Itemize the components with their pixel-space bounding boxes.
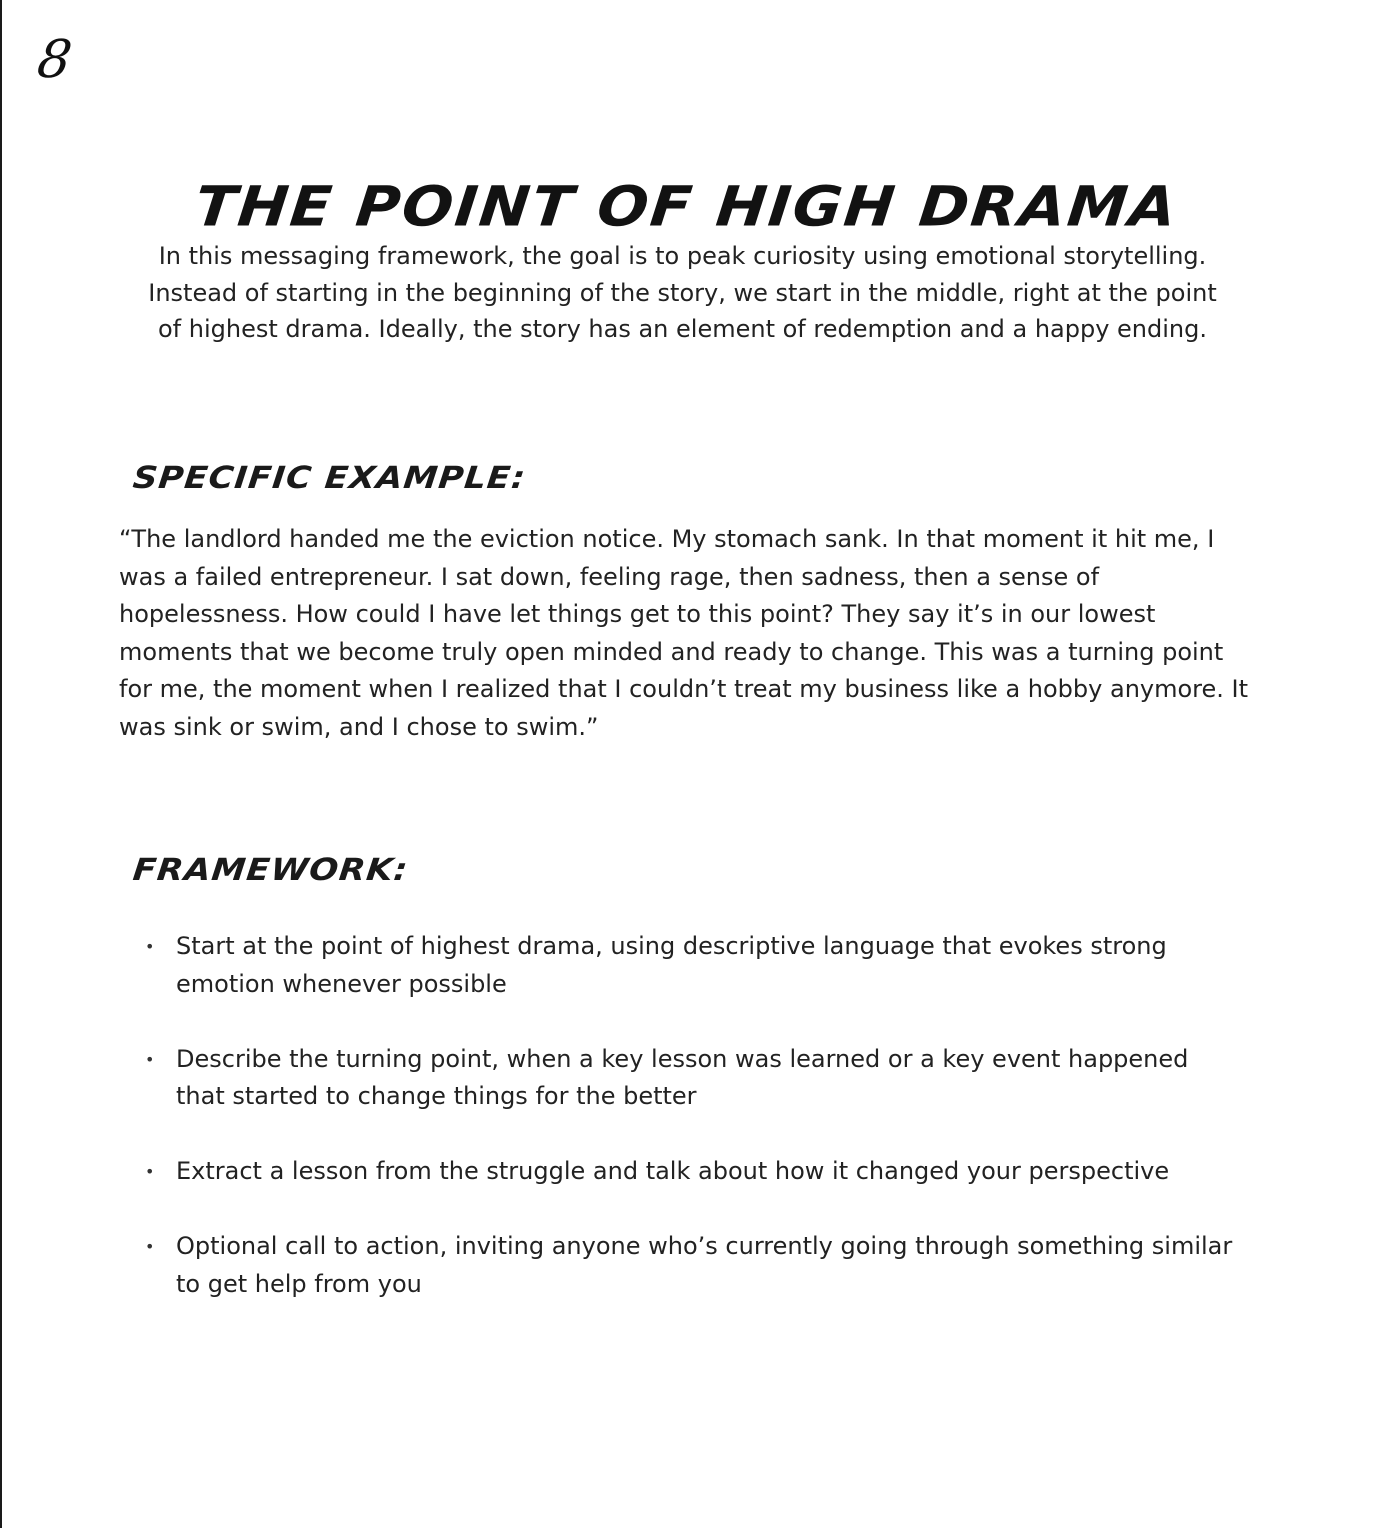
framework-list	[145, 928, 1235, 1341]
specific-example-heading: SPECIFIC EXAMPLE:	[131, 460, 528, 496]
framework-heading: FRAMEWORK:	[131, 852, 411, 888]
intro-paragraph: In this messaging framework, the goal is to peak curiosity using emotional storytelling. Instead of starting in the beginning of the story, we start in the middle, right at the point of highest drama. Ideally, the story has an element of redemption and a happy ending.	[148, 242, 1217, 343]
framework-item	[145, 1228, 1235, 1303]
framework-item	[145, 928, 1235, 1003]
framework-item-text: Describe the turning point, when a key lesson was learned or a key event happened that started to change things for the better	[176, 1044, 1189, 1111]
bullet-icon: •	[145, 937, 155, 956]
framework-item	[145, 1153, 1235, 1191]
bullet-icon: •	[145, 1237, 155, 1257]
bullet-icon: •	[145, 1049, 155, 1069]
framework-item	[145, 1041, 1235, 1116]
framework-item-text: Optional call to action, inviting anyone who’s currently going through something similar to get help from you	[176, 1232, 1233, 1299]
bullet-icon: •	[145, 1162, 155, 1182]
example-quote: “The landlord handed me the eviction notice. My stomach sank. In that moment it hit me, I was a failed entrepreneur. I sat down, feeling rage, then sadness, then a sense of hopelessness. How could I have let things get to this point? They say it’s in our lowest moments that we become truly open minded and ready to change. This was a turning point for me, the moment when I realized that I couldn’t treat my business like a hobby anymore. It was sink or swim, and I chose to swim.”	[119, 525, 1249, 741]
framework-item-text: Extract a lesson from the struggle and talk about how it changed your perspective	[176, 1157, 1170, 1186]
framework-item-text: Start at the point of highest drama, using descriptive language that evokes strong emotion whenever possible	[176, 932, 1167, 998]
page-number: 8	[33, 30, 76, 90]
page-title: THE POINT OF HIGH DRAMA	[191, 174, 1182, 240]
